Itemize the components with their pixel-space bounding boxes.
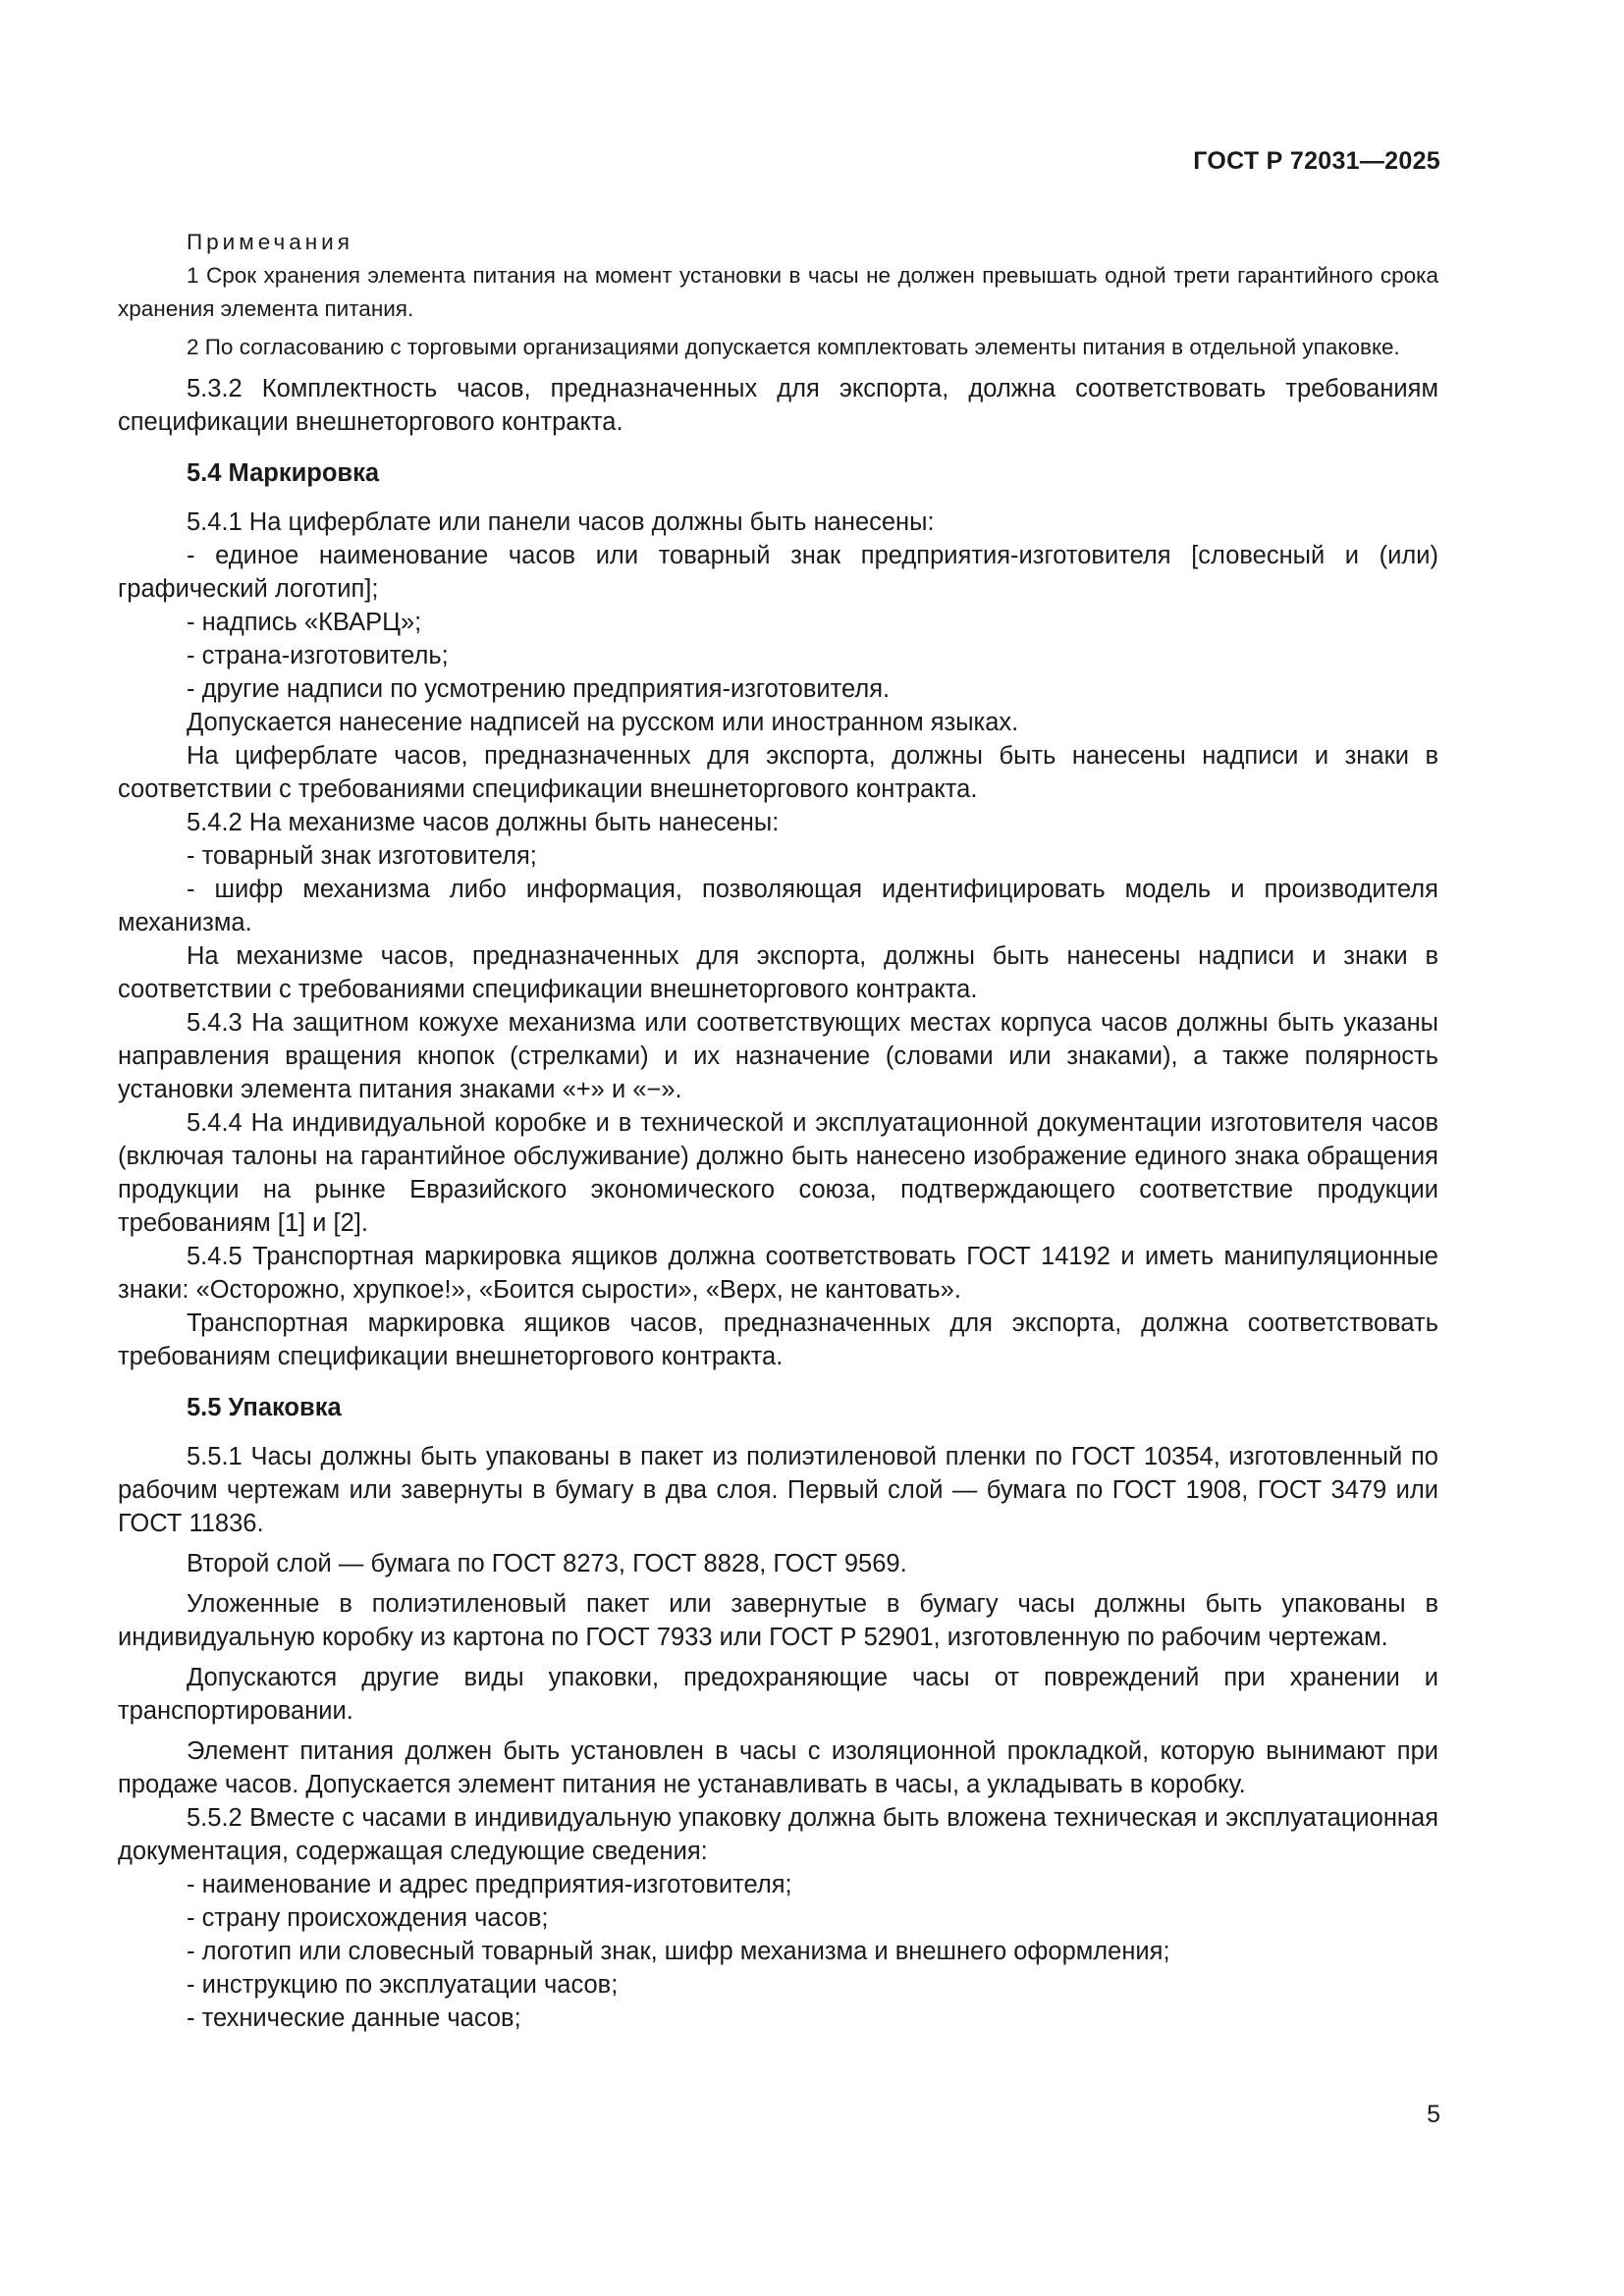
paragraph: 5.4.3 На защитном кожухе механизма или соответствующих местах корпуса часов должны быть указаны направления вращения кнопок (стрелками) и их назначение (словами или знаками), а также полярность установки элемента питания знаками «+» и «−». bbox=[118, 1009, 1438, 1103]
paragraph: 5.4.1 На циферблате или панели часов должны быть нанесены: bbox=[187, 508, 935, 536]
list-item: - инструкцию по эксплуатации часов; bbox=[187, 1971, 619, 1999]
list-item: - страна-изготовитель; bbox=[187, 642, 449, 669]
section-title-5-5: 5.5 Упаковка bbox=[187, 1394, 342, 1421]
list-item: - другие надписи по усмотрению предприятия-изготовителя. bbox=[187, 675, 891, 703]
list-item: - надпись «КВАРЦ»; bbox=[187, 609, 422, 636]
list-item: - наименование и адрес предприятия-изготовителя; bbox=[187, 1871, 792, 1898]
paragraph: 5.4.2 На механизме часов должны быть нанесены: bbox=[187, 809, 780, 836]
notes-block bbox=[118, 226, 1438, 364]
paragraph: Элемент питания должен быть установлен в часы с изоляционной прокладкой, которую вынимают при продаже часов. Допускается элемент питания не устанавливать в часы, а укладывать в коробку. bbox=[118, 1737, 1438, 1798]
section-title-5-4: 5.4 Маркировка bbox=[187, 459, 380, 487]
paragraph-5-3-2: 5.3.2 Комплектность часов, предназначенных для экспорта, должна соответствовать требованиям спецификации внешнеторгового контракта. bbox=[118, 375, 1438, 436]
body-text bbox=[118, 372, 1438, 2035]
page-content bbox=[118, 226, 1438, 2035]
notes-heading: Примечания bbox=[187, 230, 353, 254]
paragraph: Уложенные в полиэтиленовый пакет или завернутые в бумагу часы должны быть упакованы в индивидуальную коробку из картона по ГОСТ 7933 или ГОСТ Р 52901, изготовленную по рабочим чертежам. bbox=[118, 1590, 1438, 1651]
list-item: - технические данные часов; bbox=[187, 2004, 521, 2032]
paragraph: На циферблате часов, предназначенных для экспорта, должны быть нанесены надписи и знаки в соответствии с требованиями спецификации внешнеторгового контракта. bbox=[118, 742, 1438, 803]
paragraph: 5.5.1 Часы должны быть упакованы в пакет из полиэтиленовой пленки по ГОСТ 10354, изготовленный по рабочим чертежам или завернуты в бумагу в два слоя. Первый слой — бумага по ГОСТ 1908, ГОСТ 3479 или ГОСТ 11836. bbox=[118, 1443, 1438, 1537]
page-number: 5 bbox=[1427, 2101, 1440, 2128]
note-item: 1 Срок хранения элемента питания на момент установки в часы не должен превышать одной трети гарантийного срока хранения элемента питания. bbox=[118, 263, 1438, 321]
list-item: - единое наименование часов или товарный знак предприятия-изготовителя [словесный и (или) графический логотип]; bbox=[118, 542, 1438, 603]
document-code: ГОСТ Р 72031—2025 bbox=[1193, 147, 1440, 175]
paragraph: 5.5.2 Вместе с часами в индивидуальную упаковку должна быть вложена техническая и эксплуатационная документация, содержащая следующие сведения: bbox=[118, 1804, 1438, 1865]
paragraph: 5.4.4 На индивидуальной коробке и в технической и эксплуатационной документации изготовителя часов (включая талоны на гарантийное обслуживание) должно быть нанесено изображение единого знака обращения продукции на рынке Евразийского экономического союза, подтверждающего соответствие продукции требованиям [1] и [2]. bbox=[118, 1109, 1438, 1237]
paragraph: Допускается нанесение надписей на русском или иностранном языках. bbox=[187, 709, 1019, 736]
list-item: - логотип или словесный товарный знак, шифр механизма и внешнего оформления; bbox=[187, 1938, 1170, 1965]
list-item: - шифр механизма либо информация, позволяющая идентифицировать модель и производителя механизма. bbox=[118, 876, 1438, 936]
list-item: - товарный знак изготовителя; bbox=[187, 842, 537, 870]
paragraph: 5.4.5 Транспортная маркировка ящиков должна соответствовать ГОСТ 14192 и иметь манипуляционные знаки: «Осторожно, хрупкое!», «Боится сырости», «Верх, не кантовать». bbox=[118, 1243, 1438, 1304]
paragraph: Транспортная маркировка ящиков часов, предназначенных для экспорта, должна соответствовать требованиям спецификации внешнеторгового контракта. bbox=[118, 1309, 1438, 1370]
list-item: - страну происхождения часов; bbox=[187, 1904, 549, 1932]
paragraph: Второй слой — бумага по ГОСТ 8273, ГОСТ 8828, ГОСТ 9569. bbox=[187, 1550, 907, 1577]
paragraph: Допускаются другие виды упаковки, предохраняющие часы от повреждений при хранении и транспортировании. bbox=[118, 1664, 1438, 1725]
note-item: 2 По согласованию с торговыми организациями допускается комплектовать элементы питания в отдельной упаковке. bbox=[187, 335, 1400, 359]
paragraph: На механизме часов, предназначенных для экспорта, должны быть нанесены надписи и знаки в соответствии с требованиями спецификации внешнеторгового контракта. bbox=[118, 942, 1438, 1003]
